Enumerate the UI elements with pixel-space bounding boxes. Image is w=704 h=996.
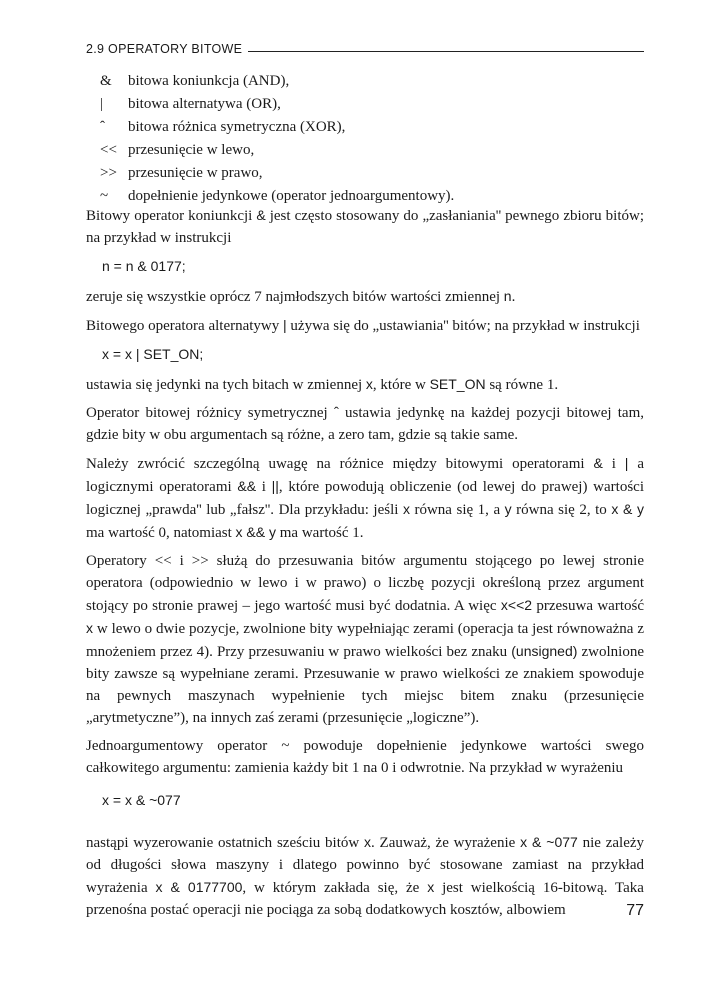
code-word: y <box>504 501 512 517</box>
operator-symbol: & <box>100 73 112 89</box>
code-word: ˆ <box>333 405 339 421</box>
operator-list-item <box>100 70 620 93</box>
operator-description: bitowa różnica symetryczna (XOR), <box>128 119 346 135</box>
operator-list-item <box>100 93 620 116</box>
code-word: x <box>402 501 410 517</box>
text-run: Operator bitowej różnicy symetrycznej <box>86 405 334 421</box>
operator-symbol: | <box>100 96 104 112</box>
code-example: x = x | SET_ON; <box>102 346 204 362</box>
paragraph-shift-operators <box>86 550 644 729</box>
operator-list-item <box>100 116 620 139</box>
text-run: . Zauważ, że wyrażenie <box>371 835 521 851</box>
paragraph-and-operator <box>86 204 644 249</box>
text-run: w lewo o dwie pozycje, zwolnione bity wypełniając zerami (operacja ta jest równoważna z mnożeniem przez 4). Przy przesuwaniu w prawo wielkości bez znaku <box>86 621 644 660</box>
header-rule <box>248 51 644 52</box>
text-run: Operatory << i >> służą do przesuwania bitów argumentu stojącego po lewej stronie operatora (odpowiednio w lewo i w prawo) o liczbę pozycji określoną przez argument stojący po stronie prawej – jego wartość musi być dodatnia. A więc <box>86 553 644 614</box>
text-run: zeruje się wszystkie oprócz 7 najmłodszych bitów wartości zmiennej <box>86 289 504 305</box>
code-word: x & ~077 <box>520 834 578 850</box>
operator-list-item <box>100 139 620 162</box>
running-header <box>86 36 644 56</box>
text-run: ustawia jedynkę na każdej pozycji bitowej tam, gdzie bity w obu argumentach są różne, a zero tam, gdzie są takie same. <box>86 405 644 443</box>
paragraph-and-result <box>86 285 644 308</box>
operator-description: dopełnienie jedynkowe (operator jednoargumentowy). <box>128 188 455 204</box>
code-word: x <box>365 376 373 392</box>
text-run: ustawia się jedynki na tych bitach w zmiennej <box>86 377 366 393</box>
code-word: || <box>271 478 279 494</box>
text-run: a logicznymi operatorami <box>86 456 644 495</box>
code-word: & <box>256 207 266 223</box>
text-run: równa się 2, to <box>511 502 612 518</box>
text-run: nastąpi wyzerowanie ostatnich sześciu bitów <box>86 835 365 851</box>
page-number: 77 <box>626 902 644 919</box>
paragraph-or-operator <box>86 314 644 337</box>
text-run: jest często stosowany do „zasłaniania'' pewnego zbioru bitów; na przykład w instrukcji <box>86 208 645 246</box>
code-word: x && y <box>235 524 277 540</box>
code-word: SET_ON <box>429 376 486 392</box>
text-run: równa się 1, a <box>409 502 505 518</box>
text-run: , w którym zakłada się, że <box>242 880 428 896</box>
code-word: x & y <box>611 501 644 517</box>
text-run: Jednoargumentowy operator ~ powoduje dopełnienie jedynkowe wartości swego całkowitego argumentu: zamienia każdy bit 1 na 0 i odwrotnie. Na przykład w wyrażeniu <box>86 738 644 776</box>
text-run: zwolnione bity zawsze są wypełniane zerami. Przesuwanie w prawo wielkości ze znakiem spowoduje na pewnych maszynach wypełnienie tych miejsc bitem znaku (przesunięcie „arytmetyczne”), na innych zaś zerami (przesunięcie „logiczne”). <box>86 644 644 726</box>
operator-description: przesunięcie w lewo, <box>128 142 255 158</box>
text-run: używa się do „ustawiania'' bitów; na przykład w instrukcji <box>286 318 640 334</box>
code-example: n = n & 0177; <box>102 258 186 274</box>
text-run: Bitowego operatora alternatywy <box>86 318 284 334</box>
operator-list <box>100 70 620 208</box>
paragraph-complement-operator <box>86 735 644 779</box>
text-run: Należy zwrócić szczególną uwagę na różnice między bitowymi operatorami <box>86 456 594 472</box>
code-word: (unsigned) <box>511 643 578 659</box>
text-run: , które w <box>372 377 430 393</box>
text-run: Bitowy operator koniunkcji <box>86 208 257 224</box>
operator-symbol: ˆ <box>100 119 105 135</box>
paragraph-or-result <box>86 373 644 396</box>
body-text <box>86 204 644 927</box>
operator-description: bitowa alternatywa (OR), <box>128 96 281 112</box>
code-word: x<<2 <box>500 597 533 613</box>
section-title: 2.9 OPERATORY BITOWE <box>86 42 243 56</box>
text-run: , które powodują obliczenie (od lewej do prawej) wartości logicznej „prawda'' lub „fałsz''. Dla przykładu: jeśli <box>86 479 644 518</box>
paragraph-xor-operator <box>86 402 644 446</box>
paragraph-portability <box>86 831 644 921</box>
code-example: x = x & ~077 <box>102 792 181 808</box>
text-run: są równe 1. <box>485 377 559 393</box>
code-word: | <box>624 455 629 471</box>
operator-description: bitowa koniunkcja (AND), <box>128 73 290 89</box>
code-word: | <box>283 317 287 333</box>
code-word: x & 0177700 <box>155 879 243 895</box>
operator-list-item <box>100 162 620 185</box>
code-word: && <box>237 478 257 494</box>
code-word: x <box>427 879 435 895</box>
code-word: x <box>364 834 372 850</box>
text-run: ma wartość 0, natomiast <box>86 525 236 541</box>
text-run: ma wartość 1. <box>276 525 364 541</box>
code-word: & <box>593 455 603 471</box>
text-run: przesuwa wartość <box>532 598 644 614</box>
text-run: jest wielkością 16-bitową. Taka przenośna postać operacji nie pociąga za sobą dodatkowych kosztów, albowiem <box>86 880 644 918</box>
operator-symbol: ~ <box>100 188 109 204</box>
text-run: i <box>602 456 625 472</box>
code-word: x <box>86 620 93 636</box>
text-run: nie zależy od długości słowa maszyny i dlatego powinno być stosowane zamiast na przykład wyrażenia <box>86 835 645 896</box>
text-run: . <box>511 289 516 305</box>
operator-description: przesunięcie w prawo, <box>128 165 263 181</box>
paragraph-bitwise-vs-logical <box>86 452 644 544</box>
operator-symbol: >> <box>100 165 117 181</box>
code-word: n <box>503 288 512 304</box>
text-run: i <box>256 479 272 495</box>
operator-symbol: << <box>100 142 117 158</box>
